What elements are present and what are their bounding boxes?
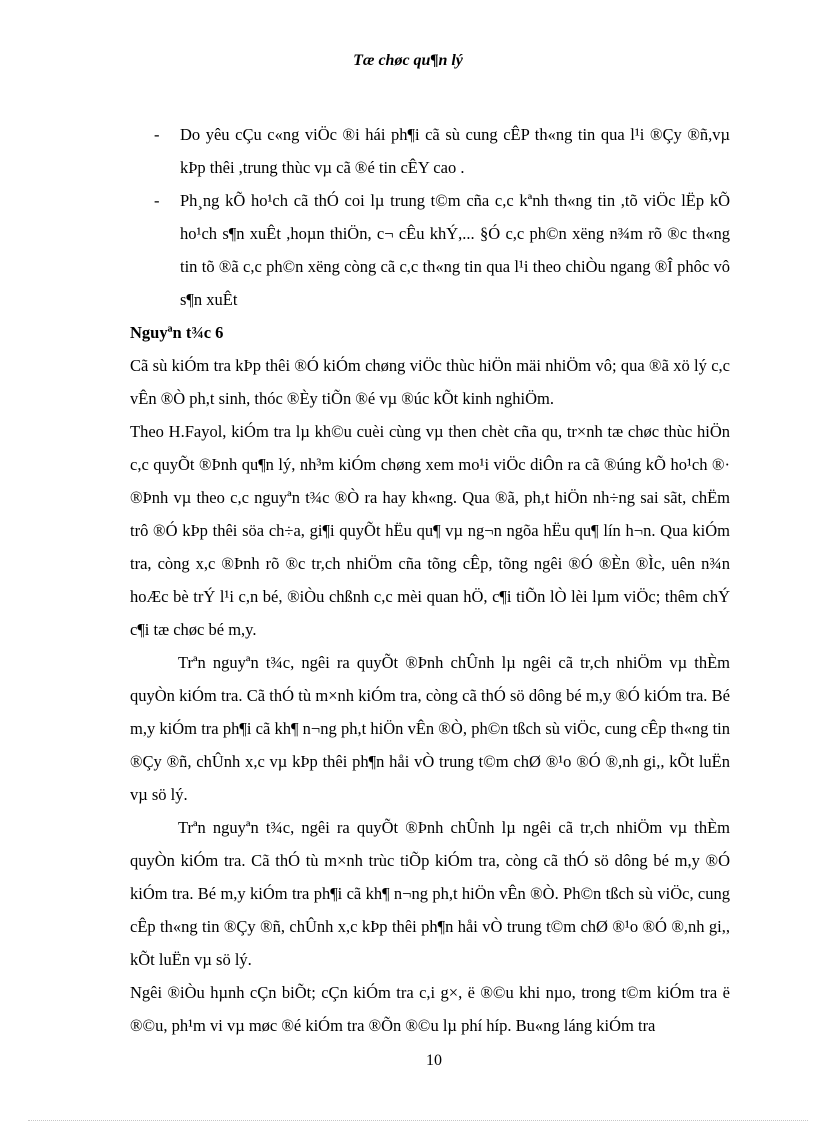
paragraph: Cã sù kiÓm tra kÞp thêi ®Ó kiÓm chøng viÖc thùc hiÖn mäi nhiÖm vô; qua ®ã xö lý c,c vÊn ®Ò ph,t sinh, thóc ®Èy tiÕn ®é vµ ®úc kÕt kinh nghiÖm.: [130, 356, 730, 408]
paragraph: Theo H.Fayol, kiÓm tra lµ kh©u cuèi cùng vµ then chèt cña qu, tr×nh tæ chøc thùc hiÖn c,c quyÕt ®Þnh qu¶n lý, nh³m kiÓm chøng xem mo¹i viÖc diÔn ra cã ®úng kÕ ho¹ch ®· ®Þnh vµ theo c,c nguyªn t¾c ®Ò ra hay kh«ng. Qua ®ã, ph,t hiÖn nh÷ng sai sãt, chËm trô ®Ó kÞp thêi söa ch÷a, gi¶i quyÕt hËu qu¶ vµ ng¬n ngõa hËu qu¶ lín h¬n. Qua kiÓm tra, còng x,c ®Þnh rõ ®c tr,ch nhiÖm cña tõng cÊp, tõng ngêi ®Ó ®Èn ®Ìc, uên n¾n hoÆc bè trÝ l¹i c,n bé, ®iÒu chßnh c,c mèi quan hÖ, c¶i tiÕn lÒ lèi lµm viÖc; thêm chÝ c¶i tæ chøc bé m,y.: [130, 422, 730, 639]
bullet-dash: -: [154, 191, 160, 210]
paragraph: Ngêi ®iÒu hµnh cÇn biÕt; cÇn kiÓm tra c,i g×, ë ®©u khi nµo, trong t©m kiÓm tra ë ®©u, ph¹m vi vµ møc ®é kiÓm tra ®Õn ®©u lµ phí híp. Bu«ng láng kiÓm tra: [130, 983, 730, 1035]
bullet-text: Ph¸ng kÕ ho¹ch cã thÓ coi lµ trung t©m cña c,c kªnh th«ng tin ,tõ viÖc lËp kÕ ho¹ch s¶n xuÊt ,hoµn thiÖn, c¬ cÊu khÝ,... §Ó c,c ph©n xëng n¾m rõ ®c th«ng tin tõ ®ã c,c ph©n xëng còng cã c,c th«ng tin qua l¹i theo chiÒu ngang ®Î phôc vô s¶n xuÊt: [180, 191, 730, 309]
bullet-item: [154, 118, 730, 184]
paragraph: Trªn nguyªn t¾c, ngêi ra quyÕt ®Þnh chÛnh lµ ngêi cã tr,ch nhiÖm vµ thÈm quyÒn kiÓm tra. Cã thÓ tù m×nh kiÓm tra, còng cã thÓ sö dông bé m,y ®Ó kiÓm tra. Bé m,y kiÓm tra ph¶i cã kh¶ n¬ng ph,t hiÖn vÊn ®Ò, ph©n tßch sù viÖc, cung cÊp th«ng tin ®Çy ®ñ, chÛnh x,c vµ kÞp thêi ph¶n håi vÒ trung t©m chØ ®¹o ®Ó ®,nh gi,, kÕt luËn vµ sö lý.: [130, 653, 730, 804]
section-heading: Nguyªn t¾c 6: [130, 323, 224, 342]
page-bottom-divider: [28, 1120, 808, 1121]
paragraph: Trªn nguyªn t¾c, ngêi ra quyÕt ®Þnh chÛnh lµ ngêi cã tr,ch nhiÖm vµ thÈm quyÒn kiÓm tra. Cã thÓ tù m×nh trùc tiÕp kiÓm tra, còng cã thÓ sö dông bé m,y ®Ó kiÓm tra. Bé m,y kiÓm tra ph¶i cã kh¶ n¬ng ph,t hiÖn vÊn ®Ò. Ph©n tßch sù viÖc, cung cÊp th«ng tin ®Çy ®ñ, chÛnh x,c kÞp thêi ph¶n håi vÒ trung t©m chØ ®¹o ®Ó ®,nh gi,, kÕt luËn vµ sö lý.: [130, 818, 730, 969]
body-text: [130, 118, 730, 1042]
running-header: Tæ chøc qu¶n lý: [353, 52, 463, 69]
page-number: 10: [426, 1052, 442, 1069]
bullet-item: [154, 184, 730, 316]
bullet-dash: -: [154, 125, 160, 144]
bullet-text: Do yêu cÇu c«ng viÖc ®i hái ph¶i cã sù cung cÊP th«ng tin qua l¹i ®Çy ®ñ,vµ kÞp thêi ,trung thùc vµ cã ®é tin cÊY cao .: [180, 125, 730, 177]
